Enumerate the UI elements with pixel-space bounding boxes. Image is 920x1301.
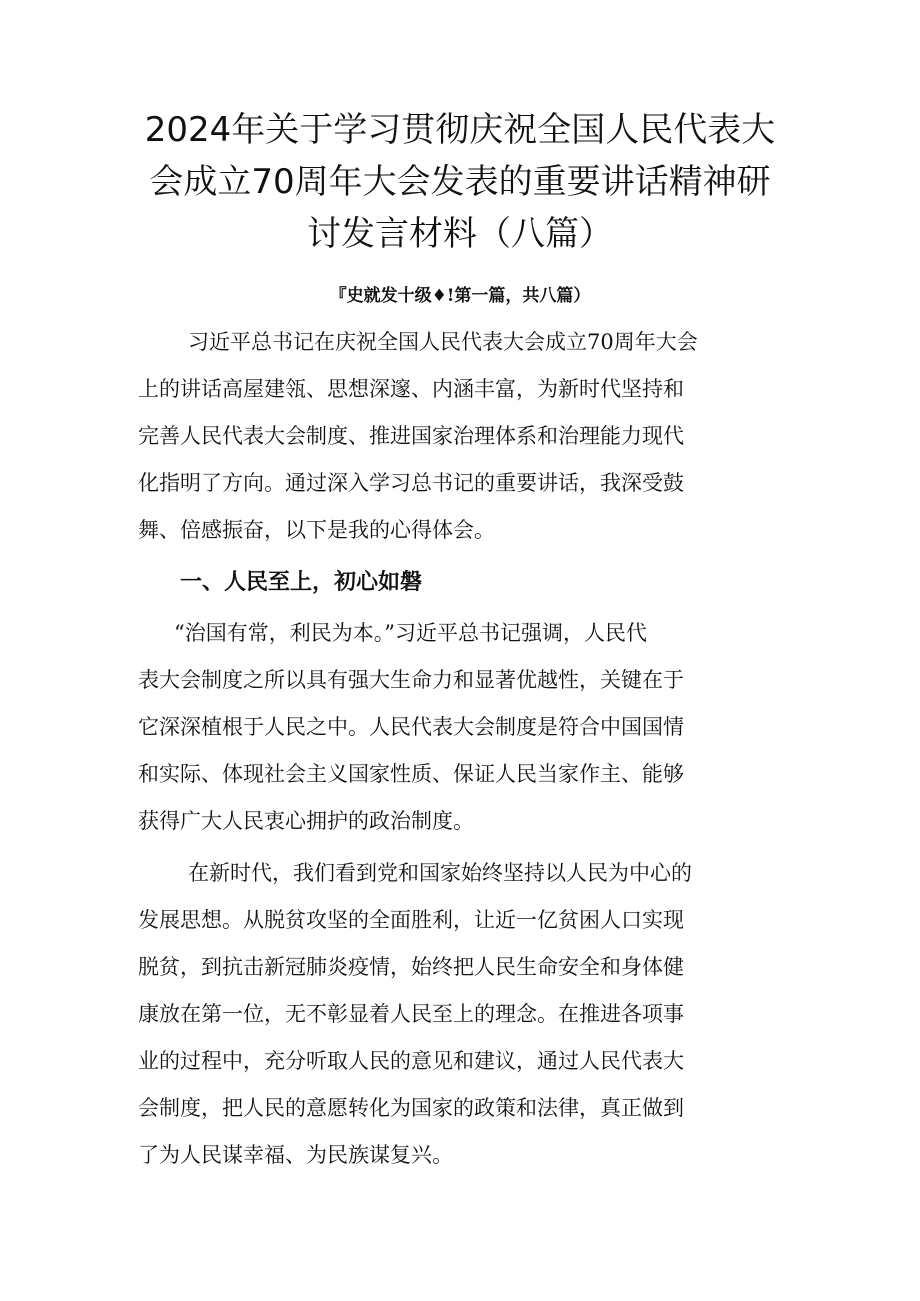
title-line: 讨发言材料（八篇） <box>307 214 613 254</box>
section1-paragraph-1 <box>138 610 788 845</box>
intro-paragraph <box>138 319 788 554</box>
paragraph-line: 表大会制度之所以具有强大生命力和显著优越性，关键在于 <box>138 668 684 692</box>
paragraph-line: 在新时代，我们看到党和国家始终坚持以人民为中心的 <box>188 861 692 885</box>
document-title <box>120 104 800 260</box>
paragraph-line: “治国有常，利民为本。”习近平总书记强调，人民代 <box>174 621 647 645</box>
paragraph-line: 获得广大人民衷心拥护的政治制度。 <box>138 809 474 833</box>
paragraph-line: 会制度，把人民的意愿转化为国家的政策和法律，真正做到 <box>138 1096 684 1120</box>
document-subtitle: 『史就发十级♦!第一篇，共八篇） <box>329 286 591 306</box>
paragraph-line: 上的讲话高屋建瓴、思想深邃、内涵丰富，为新时代坚持和 <box>138 377 684 401</box>
section1-paragraph-2 <box>138 850 788 1179</box>
paragraph-line: 康放在第一位，无不彰显着人民至上的理念。在推进各项事 <box>138 1002 684 1026</box>
paragraph-line: 和实际、体现社会主义国家性质、保证人民当家作主、能够 <box>138 762 684 786</box>
paragraph-line: 习近平总书记在庆祝全国人民代表大会成立70周年大会 <box>188 330 698 354</box>
paragraph-line: 脱贫，到抗击新冠肺炎疫情，始终把人民生命安全和身体健 <box>138 955 684 979</box>
title-line: 2024年关于学习贯彻庆祝全国人民代表大 <box>144 110 776 150</box>
section-heading: 一、人民至上，初心如磐 <box>180 570 423 595</box>
paragraph-line: 舞、倍感振奋，以下是我的心得体会。 <box>138 518 495 542</box>
paragraph-line: 它深深植根于人民之中。人民代表大会制度是符合中国国情 <box>138 715 684 739</box>
paragraph-line: 业的过程中，充分听取人民的意见和建议，通过人民代表大 <box>138 1049 684 1073</box>
paragraph-line: 发展思想。从脱贫攻坚的全面胜利，让近一亿贫困人口实现 <box>138 908 684 932</box>
title-line: 会成立70周年大会发表的重要讲话精神研 <box>149 162 771 202</box>
paragraph-line: 了为人民谋幸福、为民族谋复兴。 <box>138 1143 453 1167</box>
paragraph-line: 化指明了方向。通过深入学习总书记的重要讲话，我深受鼓 <box>138 471 684 495</box>
paragraph-line: 完善人民代表大会制度、推进国家治理体系和治理能力现代 <box>138 424 684 448</box>
